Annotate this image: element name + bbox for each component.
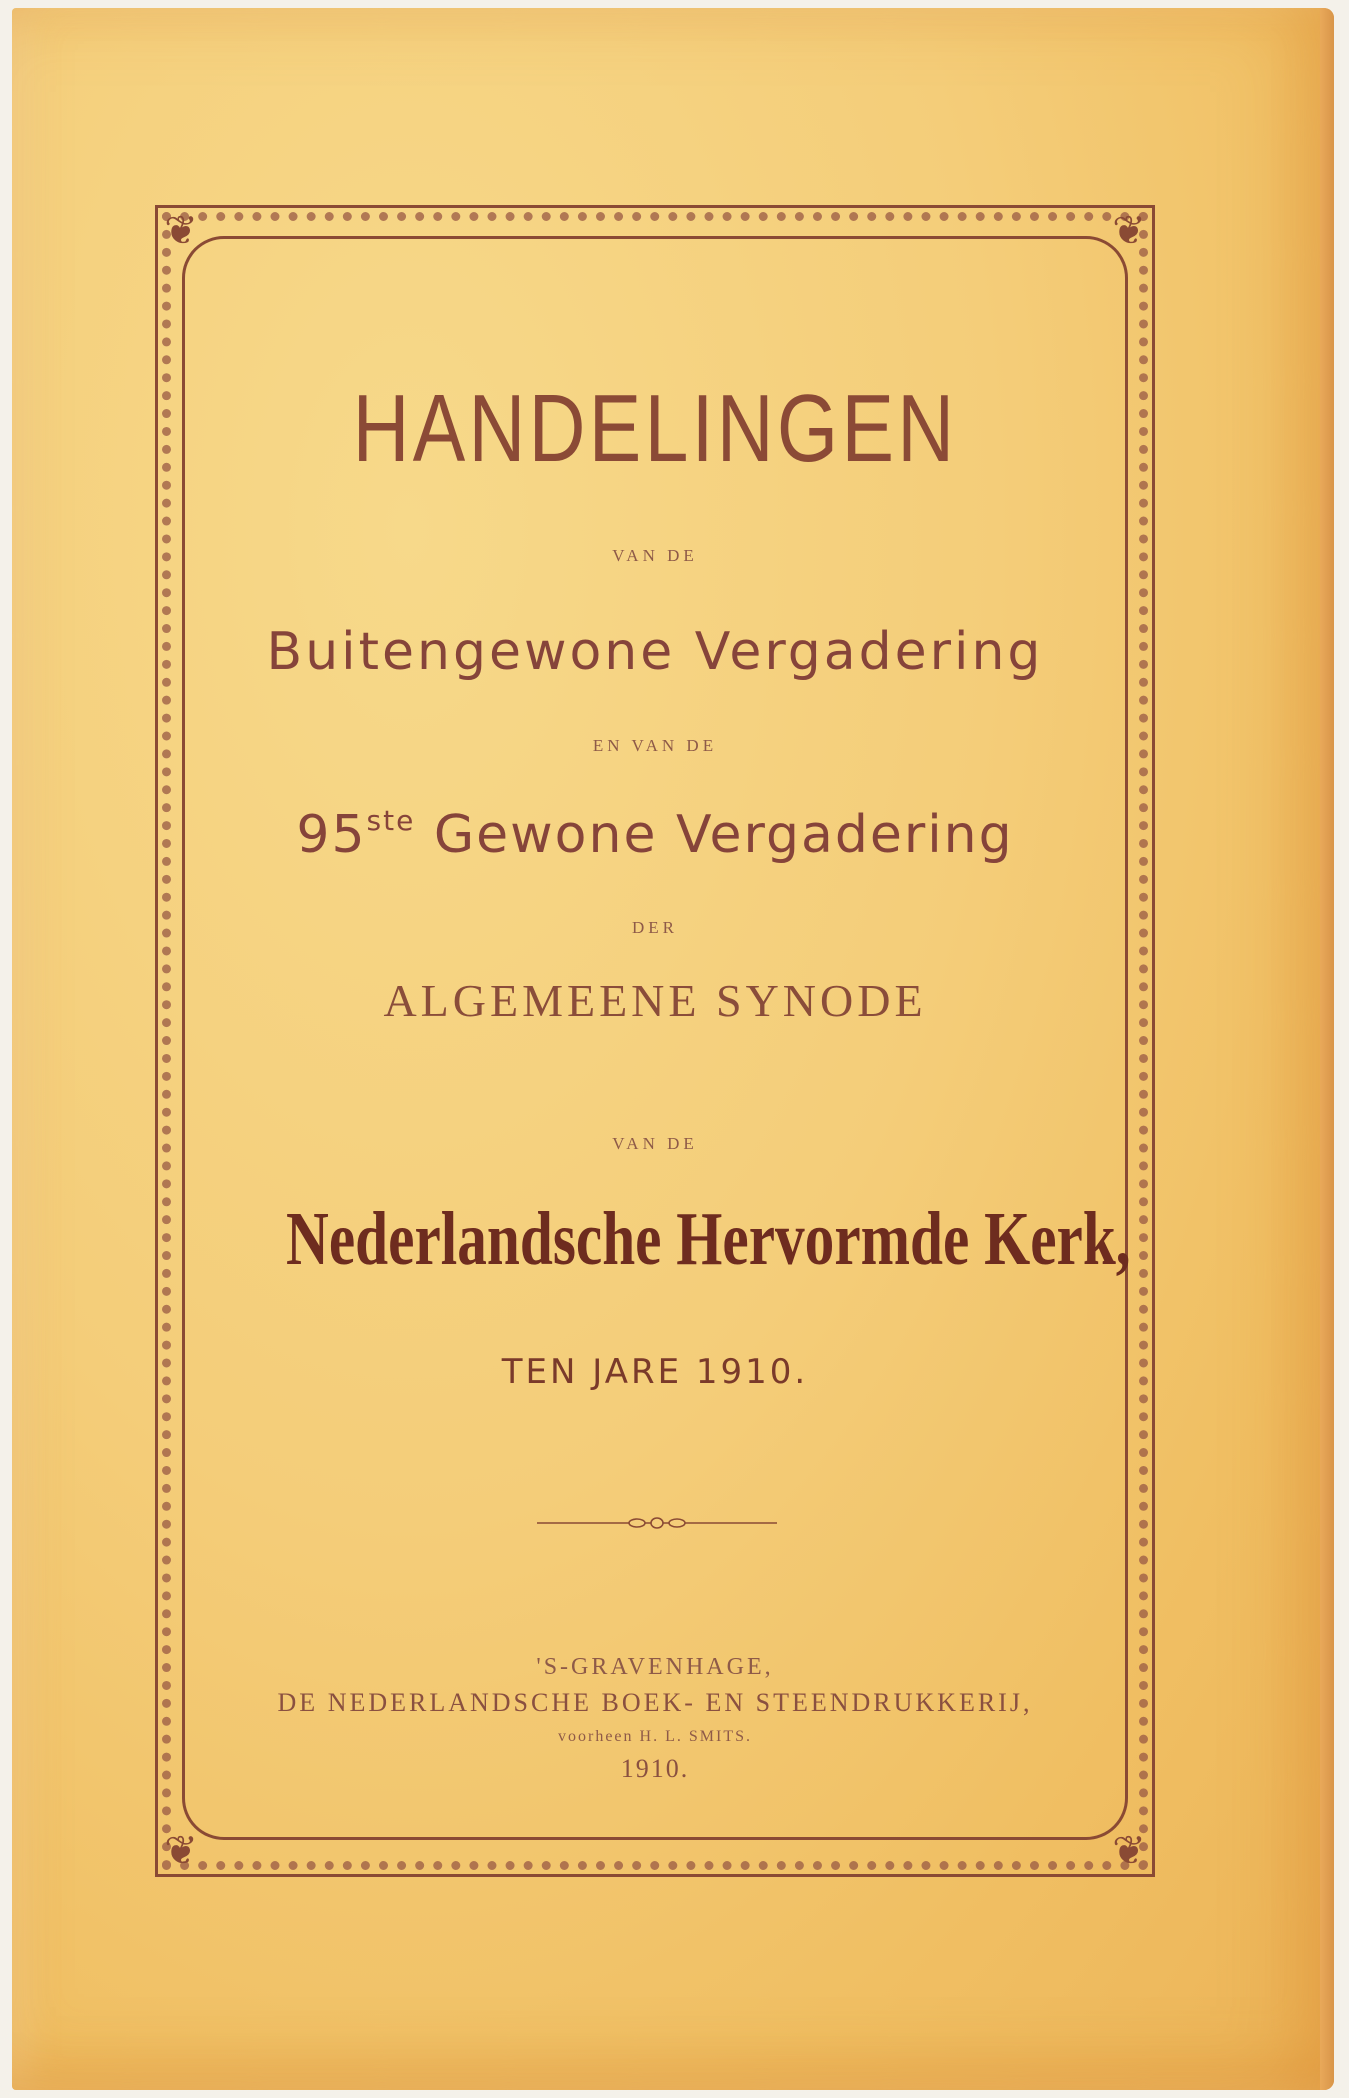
corner-ornament-icon: ❦ [164,208,198,253]
corner-ornament-icon: ❦ [164,1828,198,1873]
imprint-formerly: voorheen H. L. SMITS. [558,1728,752,1745]
imprint-publisher: DE NEDERLANDSCHE BOEK- EN STEENDRUKKERIJ, [277,1688,1033,1717]
corner-ornament-icon: ❦ [1112,208,1146,253]
synod-heading: ALGEMEENE SYNODE [383,975,927,1026]
connector-text: DER [632,918,678,937]
decorative-rule-icon [537,1516,777,1530]
corner-ornament-icon: ❦ [1112,1828,1146,1873]
meeting-text: Gewone Vergadering [415,805,1014,865]
page-title: HANDELINGEN [352,375,958,482]
connector-text: VAN DE [612,1134,698,1153]
imprint-year: 1910. [620,1754,690,1783]
connector-text: VAN DE [612,546,698,565]
imprint-city: 'S-GRAVENHAGE, [536,1654,774,1680]
subtitle-extraordinary-meeting: Buitengewone Vergadering [266,622,1044,682]
meeting-number: 95 [296,805,367,865]
title-page [182,236,1131,1840]
year-line: TEN JARE 1910. [501,1352,809,1392]
meeting-number-suffix: ste [366,804,416,837]
subtitle-ordinary-meeting [182,804,1128,865]
church-name: Nederlandsche Hervormde Kerk, [286,1197,1131,1281]
page-edge [1320,8,1334,2090]
connector-text: EN VAN DE [592,736,718,755]
